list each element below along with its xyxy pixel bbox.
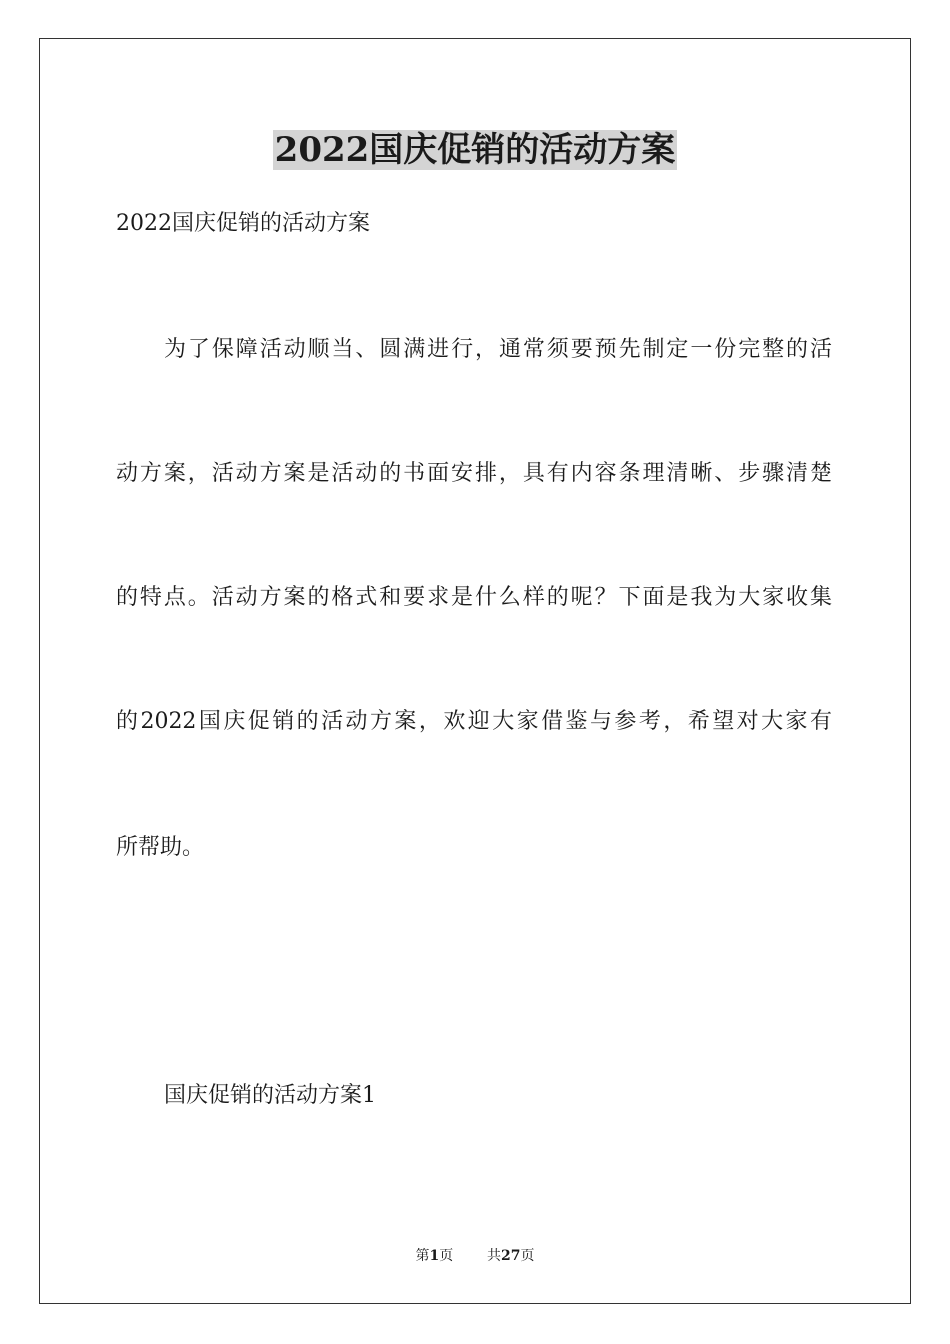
footer-prefix: 第: [415, 1248, 430, 1264]
intro-paragraph-line-5: 所帮助。: [116, 835, 205, 860]
footer-total-pages: 27: [501, 1248, 521, 1264]
document-title-text: 2022国庆促销的活动方案: [274, 130, 676, 170]
page-footer: [0, 1244, 950, 1268]
intro-paragraph-line-1: 为了保障活动顺当、圆满进行，通常须要预先制定一份完整的活: [164, 337, 832, 362]
document-subtitle: 2022国庆促销的活动方案: [116, 211, 370, 236]
section-heading: 国庆促销的活动方案1: [164, 1083, 376, 1108]
footer-page-word: 页: [439, 1248, 454, 1264]
footer-total-suffix: 页: [520, 1248, 535, 1264]
intro-paragraph-line-3: 的特点。活动方案的格式和要求是什么样的呢？下面是我为大家收集: [116, 585, 832, 610]
intro-paragraph-line-4: 的2022国庆促销的活动方案，欢迎大家借鉴与参考，希望对大家有: [116, 709, 832, 734]
document-title: [0, 124, 950, 176]
footer-current-page: 1: [429, 1248, 440, 1264]
footer-total-prefix: 共: [487, 1248, 502, 1264]
intro-paragraph-line-2: 动方案，活动方案是活动的书面安排，具有内容条理清晰、步骤清楚: [116, 461, 832, 486]
